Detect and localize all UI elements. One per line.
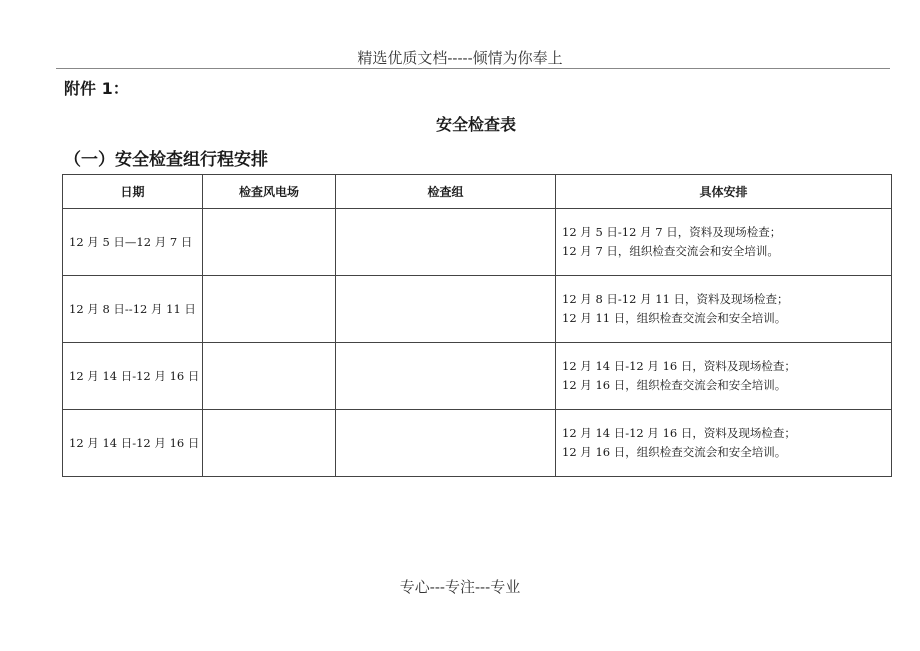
date-cell: 12 月 14 日-12 月 16 日 — [63, 343, 203, 410]
plan-line: 12 月 14 日-12 月 16 日，资料及现场检查； — [562, 426, 796, 440]
plan-line: 12 月 7 日，组织检查交流会和安全培训。 — [562, 244, 779, 258]
schedule-table — [62, 174, 892, 477]
table-header-row — [63, 175, 892, 209]
plan-line: 12 月 5 日-12 月 7 日，资料及现场检查； — [562, 225, 782, 239]
header-divider — [56, 68, 890, 69]
plan-line: 12 月 11 日，组织检查交流会和安全培训。 — [562, 311, 787, 325]
group-cell — [336, 276, 556, 343]
plan-line: 12 月 16 日，组织检查交流会和安全培训。 — [562, 378, 787, 392]
plan-cell — [556, 276, 892, 343]
plan-cell — [556, 209, 892, 276]
section-heading: （一）安全检查组行程安排 — [64, 150, 268, 170]
wind-farm-cell — [203, 410, 336, 477]
date-cell: 12 月 5 日—12 月 7 日 — [63, 209, 203, 276]
group-cell — [336, 343, 556, 410]
date-cell: 12 月 14 日-12 月 16 日 — [63, 410, 203, 477]
column-header-plan: 具体安排 — [556, 175, 892, 209]
plan-cell — [556, 343, 892, 410]
plan-cell — [556, 410, 892, 477]
document-title: 安全检查表 — [435, 115, 516, 134]
page-footer: 专心---专注---专业 — [399, 578, 521, 596]
plan-line: 12 月 16 日，组织检查交流会和安全培训。 — [562, 445, 787, 459]
column-header-group: 检查组 — [336, 175, 556, 209]
table-row — [63, 276, 892, 343]
group-cell — [336, 410, 556, 477]
page-header: 精选优质文档-----倾情为你奉上 — [357, 49, 563, 67]
wind-farm-cell — [203, 343, 336, 410]
table-row — [63, 410, 892, 477]
table-row — [63, 343, 892, 410]
date-cell: 12 月 8 日--12 月 11 日 — [63, 276, 203, 343]
plan-line: 12 月 8 日-12 月 11 日，资料及现场检查； — [562, 292, 789, 306]
table-row — [63, 209, 892, 276]
column-header-wind-farm: 检查风电场 — [203, 175, 336, 209]
group-cell — [336, 209, 556, 276]
wind-farm-cell — [203, 209, 336, 276]
attachment-label: 附件 1： — [64, 79, 129, 98]
wind-farm-cell — [203, 276, 336, 343]
column-header-date: 日期 — [63, 175, 203, 209]
plan-line: 12 月 14 日-12 月 16 日，资料及现场检查； — [562, 359, 796, 373]
